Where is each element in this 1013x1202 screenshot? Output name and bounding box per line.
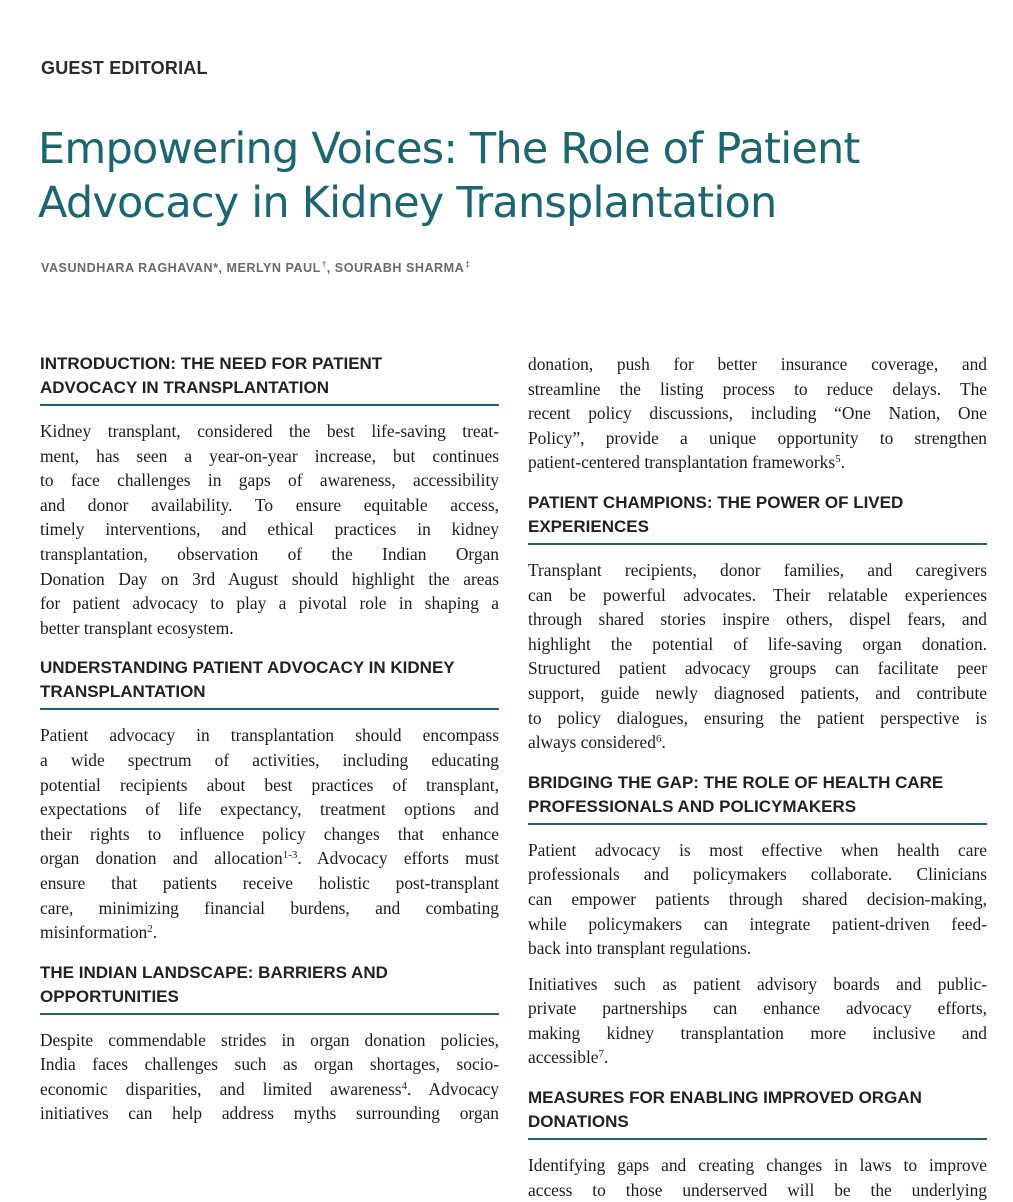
text-line: patient-centered transplantation frameworks$^5$. — [528, 452, 845, 473]
text-line: timely interventions, and ethical practices in kidney — [40, 519, 499, 540]
author-mark: * — [213, 261, 219, 275]
text-line: a wide spectrum of activities, including educating — [40, 749, 499, 770]
author-name: SOURABH SHARMA — [334, 261, 465, 275]
title-line: Empowering Voices: The Role of Patient — [38, 124, 860, 174]
text-line: for patient advocacy to play a pivotal role in shaping a — [40, 593, 499, 614]
author-separator: , — [218, 261, 227, 275]
right-column — [528, 352, 987, 1202]
text-line: support, guide newly diagnosed patients, and contribute — [528, 682, 987, 703]
text-line: Patient advocacy in transplantation should encompass — [40, 725, 499, 746]
text-line: to face challenges in gaps of awareness, accessibility — [40, 470, 499, 491]
text-line: professionals and policymakers collaborate. Clinicians — [528, 864, 987, 885]
text-line: Despite commendable strides in organ donation policies, — [40, 1029, 499, 1050]
text-line: organ donation and allocation$^{1-3}$. Advocacy efforts must — [40, 848, 499, 869]
heading-line: INTRODUCTION: THE NEED FOR PATIENT — [40, 354, 383, 373]
text-line: always considered$^6$. — [528, 732, 666, 753]
text-line: Structured patient advocacy groups can facilitate peer — [528, 658, 987, 679]
section-kicker: GUEST EDITORIAL — [41, 58, 208, 78]
text-line: economic disparities, and limited awareness$^4$. Advocacy — [40, 1078, 500, 1099]
text-line: to policy dialogues, ensuring the patient perspective is — [528, 707, 987, 728]
section-heading-understanding — [40, 656, 499, 710]
author-mark: ‡ — [465, 260, 471, 269]
text-line: transplantation, observation of the Indian Organ — [40, 543, 499, 564]
heading-line: THE INDIAN LANDSCAPE: BARRIERS AND — [40, 962, 388, 982]
text-line: back into transplant regulations. — [528, 938, 752, 959]
citation-ref: 4 — [401, 1079, 408, 1092]
text-line: ment, has seen a year-on-year increase, but continues — [40, 445, 499, 466]
text-line: while policymakers can integrate patient-driven feed- — [528, 913, 987, 934]
section-heading-landscape — [40, 961, 499, 1015]
paragraph-landscape — [40, 1028, 499, 1126]
paragraph-landscape-continued — [528, 352, 987, 475]
section-heading-champions — [528, 491, 987, 545]
paragraph-introduction — [40, 419, 499, 640]
text-line: private partnerships can enhance advocacy efforts, — [528, 998, 987, 1019]
left-column — [40, 352, 499, 1126]
article-title — [38, 122, 938, 230]
heading-line: MEASURES FOR ENABLING IMPROVED ORGAN — [528, 1088, 922, 1108]
author-name: VASUNDHARA RAGHAVAN — [41, 261, 214, 275]
heading-line: BRIDGING THE GAP: THE ROLE OF HEALTH CARE — [528, 772, 944, 792]
section-heading-introduction — [40, 352, 499, 406]
heading-line: EXPERIENCES — [528, 516, 649, 536]
text-line: donation, push for better insurance coverage, and — [528, 354, 987, 374]
text-line: highlight the potential of life-saving organ donation. — [528, 633, 987, 654]
text-line: expectations of life expectancy, treatment options and — [40, 799, 499, 820]
text-line: care, minimizing financial burdens, and combating — [40, 897, 499, 918]
text-line: Identifying gaps and creating changes in laws to improve — [528, 1155, 987, 1176]
paragraph-bridging-2 — [528, 972, 987, 1070]
paragraph-bridging-1 — [528, 838, 987, 961]
text-line: can empower patients through shared decision-making, — [528, 888, 987, 909]
heading-line: OPPORTUNITIES — [40, 986, 179, 1006]
paragraph-measures — [528, 1153, 987, 1202]
paragraph-champions — [528, 558, 987, 755]
author-mark: † — [321, 260, 327, 269]
text-line: India faces challenges such as organ shortages, socio- — [40, 1054, 499, 1075]
heading-line: ADVOCACY IN TRANSPLANTATION — [40, 378, 329, 397]
section-heading-measures — [528, 1086, 987, 1140]
text-line: recent policy discussions, including “One Nation, One — [528, 403, 987, 424]
text-line: access to those underserved will be the underlying — [528, 1179, 987, 1200]
text-line: initiatives can help address myths surrounding organ — [40, 1103, 499, 1124]
title-line: Advocacy in Kidney Transplantation — [38, 178, 777, 228]
citation-ref: 6 — [655, 733, 662, 746]
text-line: Patient advocacy is most effective when health care — [528, 839, 987, 860]
text-line: making kidney transplantation more inclusive and — [528, 1022, 987, 1043]
citation-ref: 5 — [835, 453, 841, 466]
text-line: Initiatives such as patient advisory boards and public- — [528, 973, 987, 994]
heading-line: TRANSPLANTATION — [40, 682, 206, 702]
author-list — [41, 260, 470, 275]
heading-line: PATIENT CHAMPIONS: THE POWER OF LIVED — [528, 492, 904, 512]
heading-line: UNDERSTANDING PATIENT ADVOCACY IN KIDNEY — [40, 658, 455, 678]
text-line: Transplant recipients, donor families, and caregivers — [528, 559, 987, 580]
text-line: Donation Day on 3rd August should highlight the areas — [40, 568, 499, 589]
heading-line: DONATIONS — [528, 1112, 629, 1132]
text-line: through shared stories inspire others, dispel fears, and — [528, 609, 987, 630]
citation-ref: 1-3 — [282, 849, 298, 862]
text-line: misinformation$^2$. — [40, 922, 158, 943]
text-line: ensure that patients receive holistic post-transplant — [40, 872, 499, 893]
paragraph-understanding — [40, 723, 499, 944]
text-line: can be powerful advocates. Their relatable experiences — [528, 584, 987, 605]
section-heading-bridging — [528, 771, 987, 825]
text-line: better transplant ecosystem. — [40, 617, 234, 638]
text-line: their rights to influence policy changes that enhance — [40, 823, 499, 844]
text-line: Kidney transplant, considered the best life-saving treat- — [40, 421, 499, 441]
text-line: streamline the listing process to reduce delays. The — [528, 378, 987, 399]
heading-line: PROFESSIONALS AND POLICYMAKERS — [528, 796, 857, 816]
text-line: and donor availability. To ensure equitable access, — [40, 494, 499, 515]
text-line: Policy”, provide a unique opportunity to strengthen — [528, 427, 987, 448]
text-line: potential recipients about best practices of transplant, — [40, 774, 499, 795]
author-separator: , — [326, 261, 335, 275]
citation-ref: 7 — [598, 1048, 604, 1061]
author-name: MERLYN PAUL — [226, 261, 321, 275]
citation-ref: 2 — [147, 923, 153, 936]
text-line: accessible$^7$. — [528, 1047, 609, 1068]
